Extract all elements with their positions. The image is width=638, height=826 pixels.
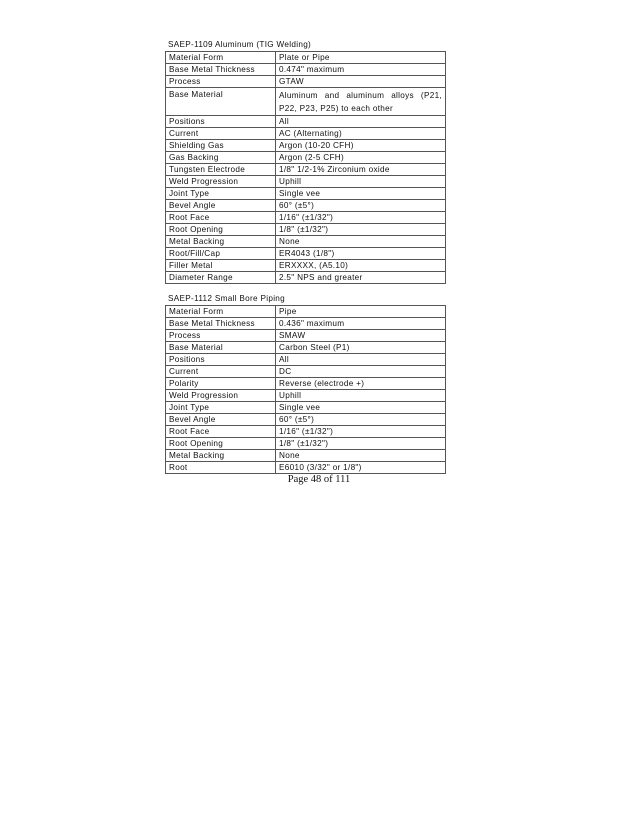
row-value: Uphill <box>276 176 446 188</box>
row-label: Process <box>166 330 276 342</box>
page-number: Page 48 of 111 <box>287 474 351 485</box>
row-value: 60° (±5°) <box>276 200 446 212</box>
row-label: Material Form <box>166 306 276 318</box>
row-value: 2.5" NPS and greater <box>276 272 446 284</box>
table-row <box>166 64 446 76</box>
table-row <box>166 224 446 236</box>
row-value: AC (Alternating) <box>276 128 446 140</box>
row-value: 60° (±5°) <box>276 414 446 426</box>
row-label: Polarity <box>166 378 276 390</box>
table-row <box>166 128 446 140</box>
saep-1109-table <box>165 51 446 284</box>
table-row <box>166 426 446 438</box>
row-value: Single vee <box>276 402 446 414</box>
row-label: Joint Type <box>166 188 276 200</box>
row-value: All <box>276 354 446 366</box>
row-label: Root/Fill/Cap <box>166 248 276 260</box>
row-label: Shielding Gas <box>166 140 276 152</box>
row-value: 1/8" (±1/32") <box>276 438 446 450</box>
row-label: Metal Backing <box>166 236 276 248</box>
row-value: Plate or Pipe <box>276 52 446 64</box>
row-value: GTAW <box>276 76 446 88</box>
row-value: Uphill <box>276 390 446 402</box>
table-row <box>166 342 446 354</box>
row-label: Root <box>166 462 276 474</box>
table-row <box>166 152 446 164</box>
row-label: Tungsten Electrode <box>166 164 276 176</box>
table-row <box>166 272 446 284</box>
saep-1112-table <box>165 305 446 474</box>
row-value: E6010 (3/32" or 1/8") <box>276 462 446 474</box>
row-value: ER4043 (1/8") <box>276 248 446 260</box>
row-value: Single vee <box>276 188 446 200</box>
row-value: 0.474" maximum <box>276 64 446 76</box>
section-saep-1109 <box>165 38 446 284</box>
row-label: Weld Progression <box>166 176 276 188</box>
row-label: Joint Type <box>166 402 276 414</box>
table-row <box>166 248 446 260</box>
row-label: Positions <box>166 116 276 128</box>
row-value: None <box>276 236 446 248</box>
table-row <box>166 390 446 402</box>
row-label: Metal Backing <box>166 450 276 462</box>
section-title: SAEP-1112 Small Bore Piping <box>168 294 286 303</box>
row-label: Base Metal Thickness <box>166 318 276 330</box>
table-row <box>166 200 446 212</box>
row-label: Material Form <box>166 52 276 64</box>
row-label: Filler Metal <box>166 260 276 272</box>
table-row <box>166 438 446 450</box>
row-value: Pipe <box>276 306 446 318</box>
row-label: Weld Progression <box>166 390 276 402</box>
row-label: Base Metal Thickness <box>166 64 276 76</box>
row-label: Diameter Range <box>166 272 276 284</box>
table-row <box>166 378 446 390</box>
row-value: 1/16" (±1/32") <box>276 212 446 224</box>
table-row <box>166 164 446 176</box>
row-value: Carbon Steel (P1) <box>276 342 446 354</box>
row-value: 0.436" maximum <box>276 318 446 330</box>
table-row <box>166 318 446 330</box>
table-row <box>166 212 446 224</box>
table-row <box>166 414 446 426</box>
row-value: Argon (2-5 CFH) <box>276 152 446 164</box>
table-row <box>166 306 446 318</box>
row-value: Reverse (electrode +) <box>276 378 446 390</box>
table-row <box>166 140 446 152</box>
table-row <box>166 402 446 414</box>
section-title: SAEP-1109 Aluminum (TIG Welding) <box>168 40 312 49</box>
table-row <box>166 76 446 88</box>
row-label: Base Material <box>166 342 276 354</box>
row-value: 1/8" 1/2-1% Zirconium oxide <box>276 164 446 176</box>
table-row <box>166 116 446 128</box>
row-value: DC <box>276 366 446 378</box>
row-label: Current <box>166 366 276 378</box>
table-row <box>166 366 446 378</box>
row-label: Current <box>166 128 276 140</box>
table-row <box>166 330 446 342</box>
row-value: 1/8" (±1/32") <box>276 224 446 236</box>
table-row <box>166 88 446 116</box>
row-value: Aluminum and aluminum alloys (P21, P22, P23, P25) to each other <box>276 88 446 116</box>
row-label: Gas Backing <box>166 152 276 164</box>
table-row <box>166 450 446 462</box>
table-row <box>166 176 446 188</box>
row-label: Root Opening <box>166 438 276 450</box>
row-label: Bevel Angle <box>166 414 276 426</box>
row-label: Root Face <box>166 212 276 224</box>
row-label: Root Face <box>166 426 276 438</box>
row-label: Base Material <box>166 88 276 116</box>
row-value: ERXXXX, (A5.10) <box>276 260 446 272</box>
row-value: None <box>276 450 446 462</box>
table-row <box>166 52 446 64</box>
table-row <box>166 188 446 200</box>
row-value: All <box>276 116 446 128</box>
section-saep-1112 <box>165 292 446 474</box>
table-row <box>166 354 446 366</box>
table-row <box>166 236 446 248</box>
row-value: 1/16" (±1/32") <box>276 426 446 438</box>
row-label: Root Opening <box>166 224 276 236</box>
table-row <box>166 462 446 474</box>
row-label: Bevel Angle <box>166 200 276 212</box>
table-row <box>166 260 446 272</box>
row-value: SMAW <box>276 330 446 342</box>
row-value: Argon (10-20 CFH) <box>276 140 446 152</box>
row-label: Positions <box>166 354 276 366</box>
row-label: Process <box>166 76 276 88</box>
